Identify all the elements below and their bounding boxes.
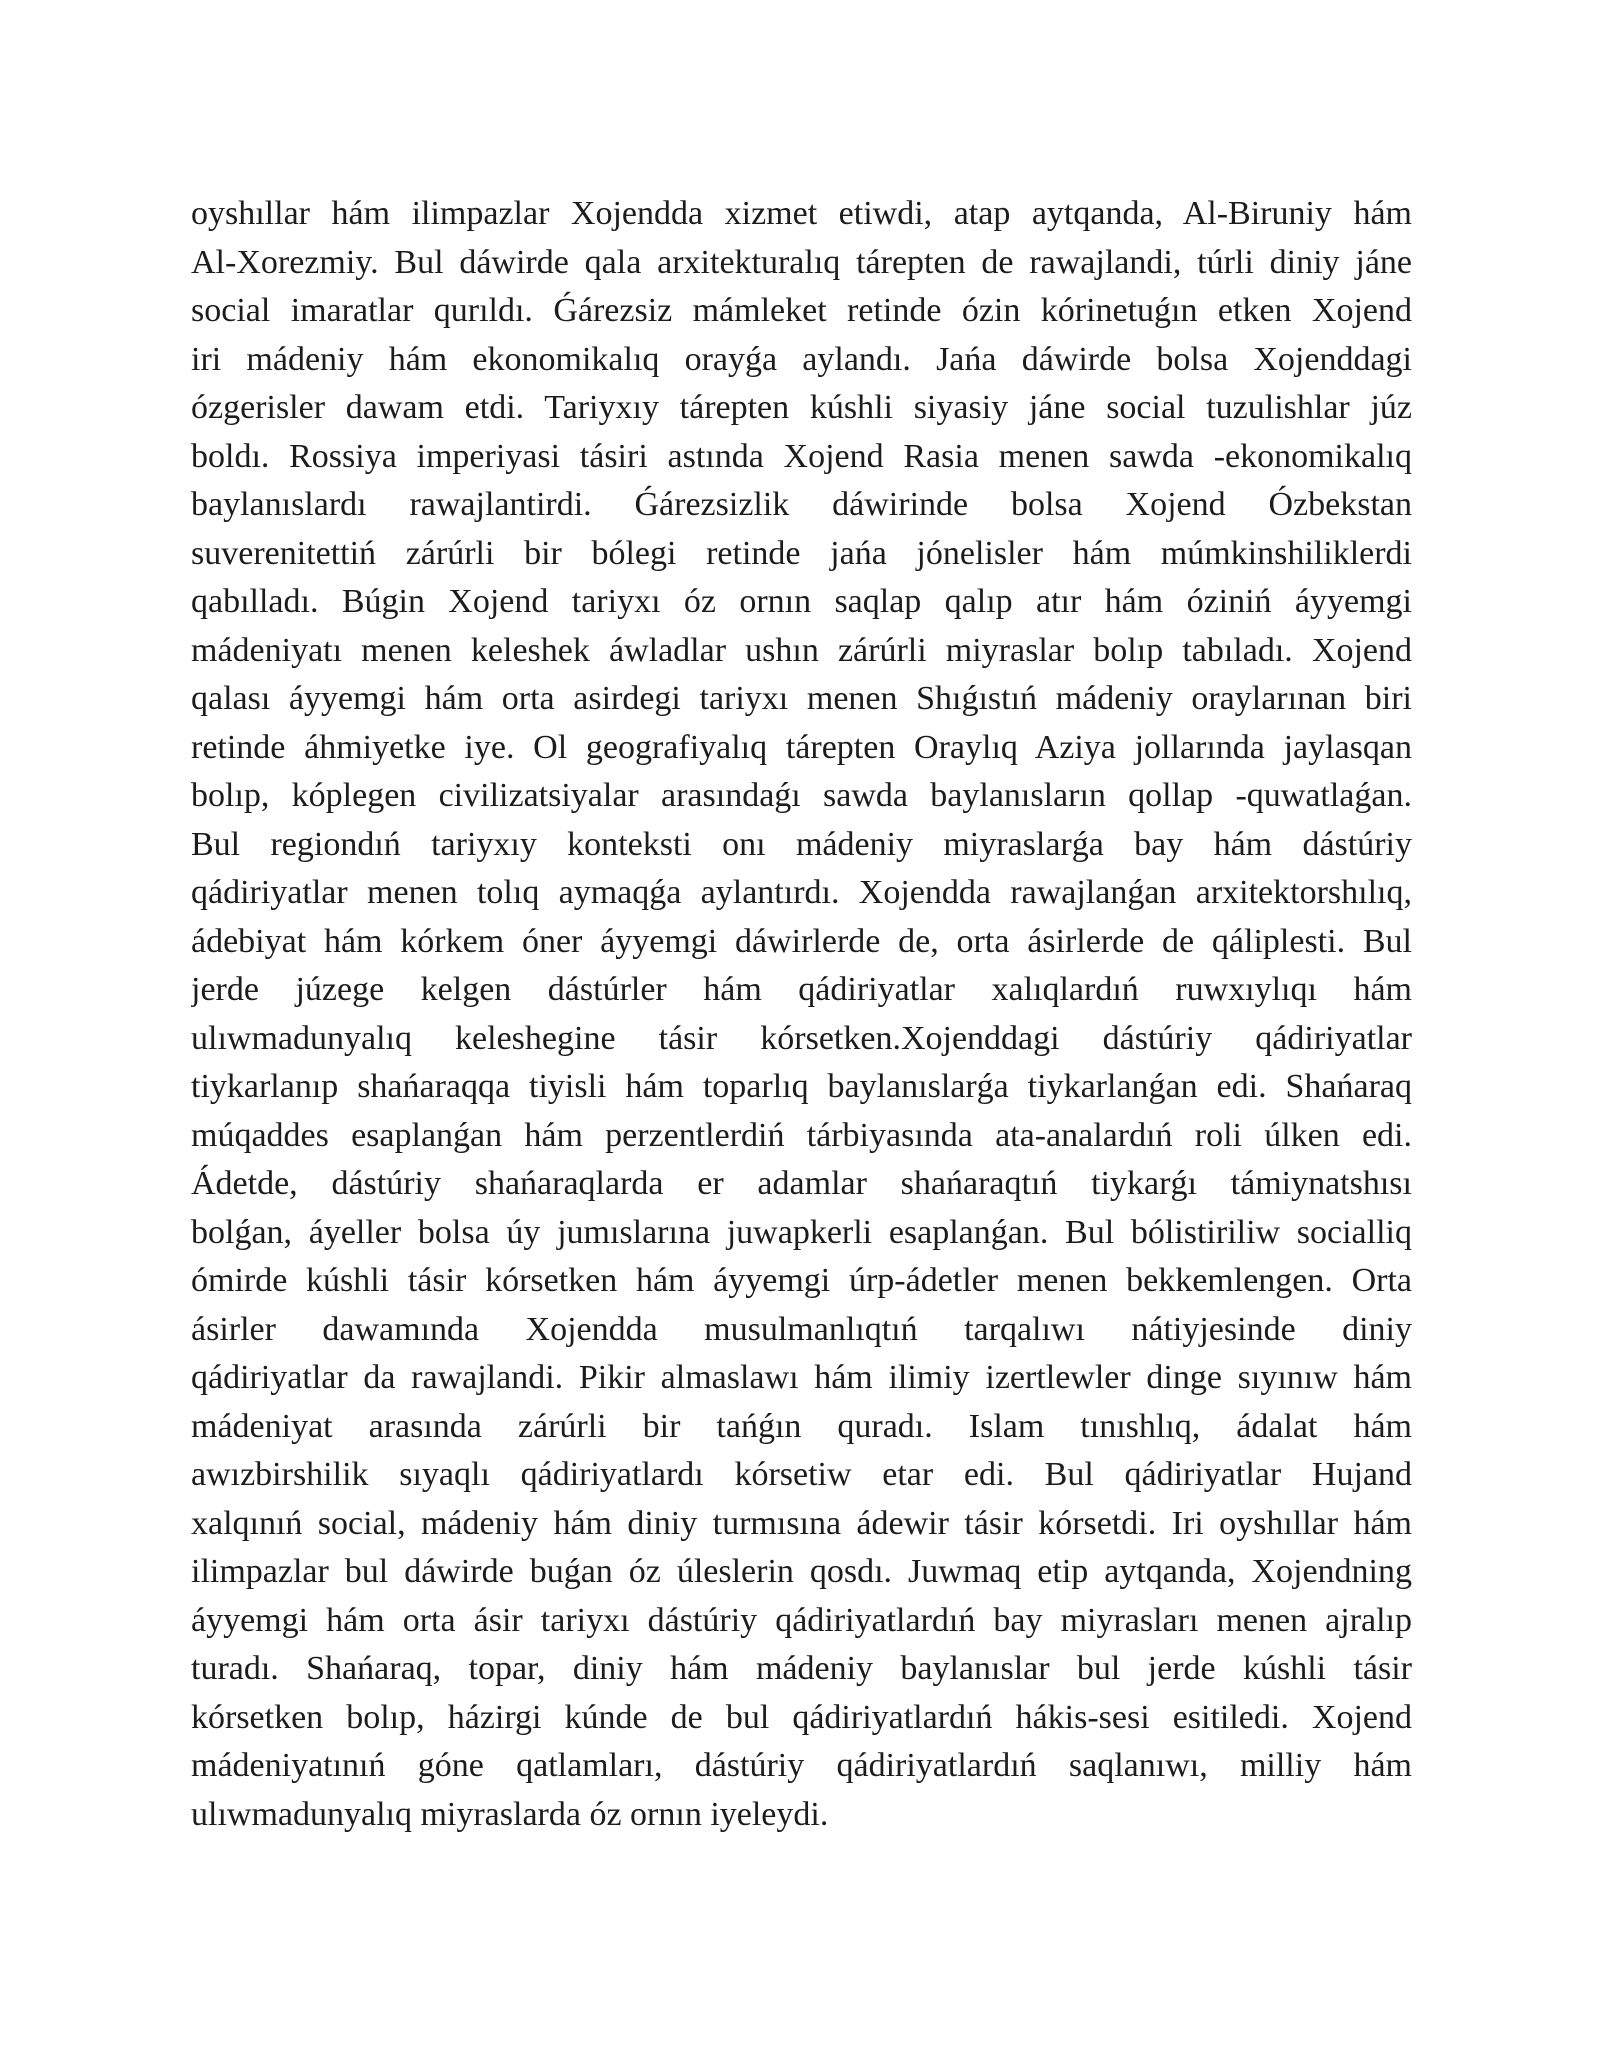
text-line: mádeniyatınıń góne qatlamları, dástúriy qádiriyatlardıń saqlanıwı, milliy hám bbox=[191, 1747, 1412, 1784]
text-line: ilimpazlar bul dáwirde buǵan óz úleslerin qosdı. Juwmaq etip aytqanda, Xojendning bbox=[191, 1553, 1412, 1590]
text-line: ulıwmadunyalıq keleshegine tásir kórsetken.Xojenddagi dástúriy qádiriyatlar bbox=[191, 1019, 1412, 1057]
text-line: qabılladı. Búgin Xojend tariyxı óz ornın saqlap qalıp atır hám óziniń áyyemgi bbox=[191, 583, 1412, 620]
text-line: ómirde kúshli tásir kórsetken hám áyyemgi úrp-ádetler menen bekkemlengen. Orta bbox=[191, 1262, 1412, 1299]
text-line: tiykarlanıp shańaraqqa tiyisli hám toparlıq baylanıslarǵa tiykarlanǵan edi. Shańaraq bbox=[191, 1068, 1412, 1105]
text-line: múqaddes esaplanǵan hám perzentlerdiń tárbiyasında ata-analardıń roli úlken edi. bbox=[191, 1116, 1412, 1154]
body-text bbox=[191, 190, 1412, 1839]
text-line: ádebiyat hám kórkem óner áyyemgi dáwirlerde de, orta ásirlerde de qáliplesti. Bul bbox=[191, 922, 1412, 960]
text-line: iri mádeniy hám ekonomikalıq orayǵa aylandı. Jańa dáwirde bolsa Xojenddagi bbox=[191, 340, 1412, 378]
text-line: Bul regiondıń tariyxıy konteksti onı mádeniy miyraslarǵa bay hám dástúriy bbox=[191, 825, 1412, 863]
text-line: qádiriyatlar menen tolıq aymaqǵa aylantırdı. Xojendda rawajlanǵan arxitektorshılıq, bbox=[191, 874, 1412, 911]
text-line: oyshıllar hám ilimpazlar Xojendda xizmet etiwdi, atap aytqanda, Al-Biruniy hám bbox=[191, 195, 1412, 232]
text-line: retinde áhmiyetke iye. Ol geografiyalıq tárepten Oraylıq Aziya jollarında jaylasqan bbox=[191, 728, 1412, 766]
text-line: qalası áyyemgi hám orta asirdegi tariyxı menen Shıǵıstıń mádeniy oraylarınan biri bbox=[191, 680, 1412, 717]
text-line: Ádetde, dástúriy shańaraqlarda er adamlar shańaraqtıń tiykarǵı támiynatshısı bbox=[191, 1165, 1412, 1202]
text-line: bolǵan, áyeller bolsa úy jumıslarına juwapkerli esaplanǵan. Bul bólistiriliw socialliq bbox=[191, 1213, 1412, 1251]
text-line: mádeniyatı menen keleshek áwladlar ushın zárúrli miyraslar bolıp tabıladı. Xojend bbox=[191, 631, 1412, 669]
text-line: áyyemgi hám orta ásir tariyxı dástúriy qádiriyatlardıń bay miyrasları menen ajralıp bbox=[191, 1601, 1412, 1639]
text-line: awızbirshilik sıyaqlı qádiriyatlardı kórsetiw etar edi. Bul qádiriyatlar Hujand bbox=[191, 1456, 1412, 1493]
text-line: Al-Xorezmiy. Bul dáwirde qala arxitekturalıq tárepten de rawajlandi, túrli diniy jáne bbox=[191, 243, 1412, 281]
text-line: xalqınıń social, mádeniy hám diniy turmısına ádewir tásir kórsetdi. Iri oyshıllar hám bbox=[191, 1504, 1412, 1542]
text-line: suverenitettiń zárúrli bir bólegi retinde jańa jónelisler hám múmkinshiliklerdi bbox=[191, 534, 1412, 572]
text-line: qádiriyatlar da rawajlandi. Pikir almaslawı hám ilimiy izertlewler dinge sıyınıw hám bbox=[191, 1359, 1412, 1396]
text-line: bolıp, kóplegen civilizatsiyalar arasındaǵı sawda baylanısların qollap -quwatlaǵan. bbox=[191, 777, 1412, 814]
text-line: turadı. Shańaraq, topar, diniy hám mádeniy baylanıslar bul jerde kúshli tásir bbox=[191, 1650, 1412, 1687]
text-line: mádeniyat arasında zárúrli bir tańǵın quradı. Islam tınıshlıq, ádalat hám bbox=[191, 1407, 1412, 1445]
text-line-last: ulıwmadunyalıq miyraslarda óz ornın iyeleydi. bbox=[191, 1795, 829, 1833]
text-line: social imaratlar qurıldı. Ǵárezsiz mámleket retinde ózin kórinetuǵın etken Xojend bbox=[191, 292, 1412, 329]
text-line: boldı. Rossiya imperiyasi tásiri astında Xojend Rasia menen sawda -ekonomikalıq bbox=[191, 437, 1412, 475]
text-line: ózgerisler dawam etdi. Tariyxıy tárepten kúshli siyasiy jáne social tuzulishlar júz bbox=[191, 389, 1412, 426]
text-line: ásirler dawamında Xojendda musulmanlıqtıń tarqalıwı nátiyjesinde diniy bbox=[191, 1310, 1412, 1348]
text-line: jerde júzege kelgen dástúrler hám qádiriyatlar xalıqlardıń ruwxıylıqı hám bbox=[191, 971, 1412, 1008]
text-line: baylanıslardı rawajlantirdi. Ǵárezsizlik dáwirinde bolsa Xojend Ózbekstan bbox=[191, 486, 1412, 523]
text-line: kórsetken bolıp, házirgi kúnde de bul qádiriyatlardıń hákis-sesi esitiledi. Xojend bbox=[191, 1698, 1412, 1736]
